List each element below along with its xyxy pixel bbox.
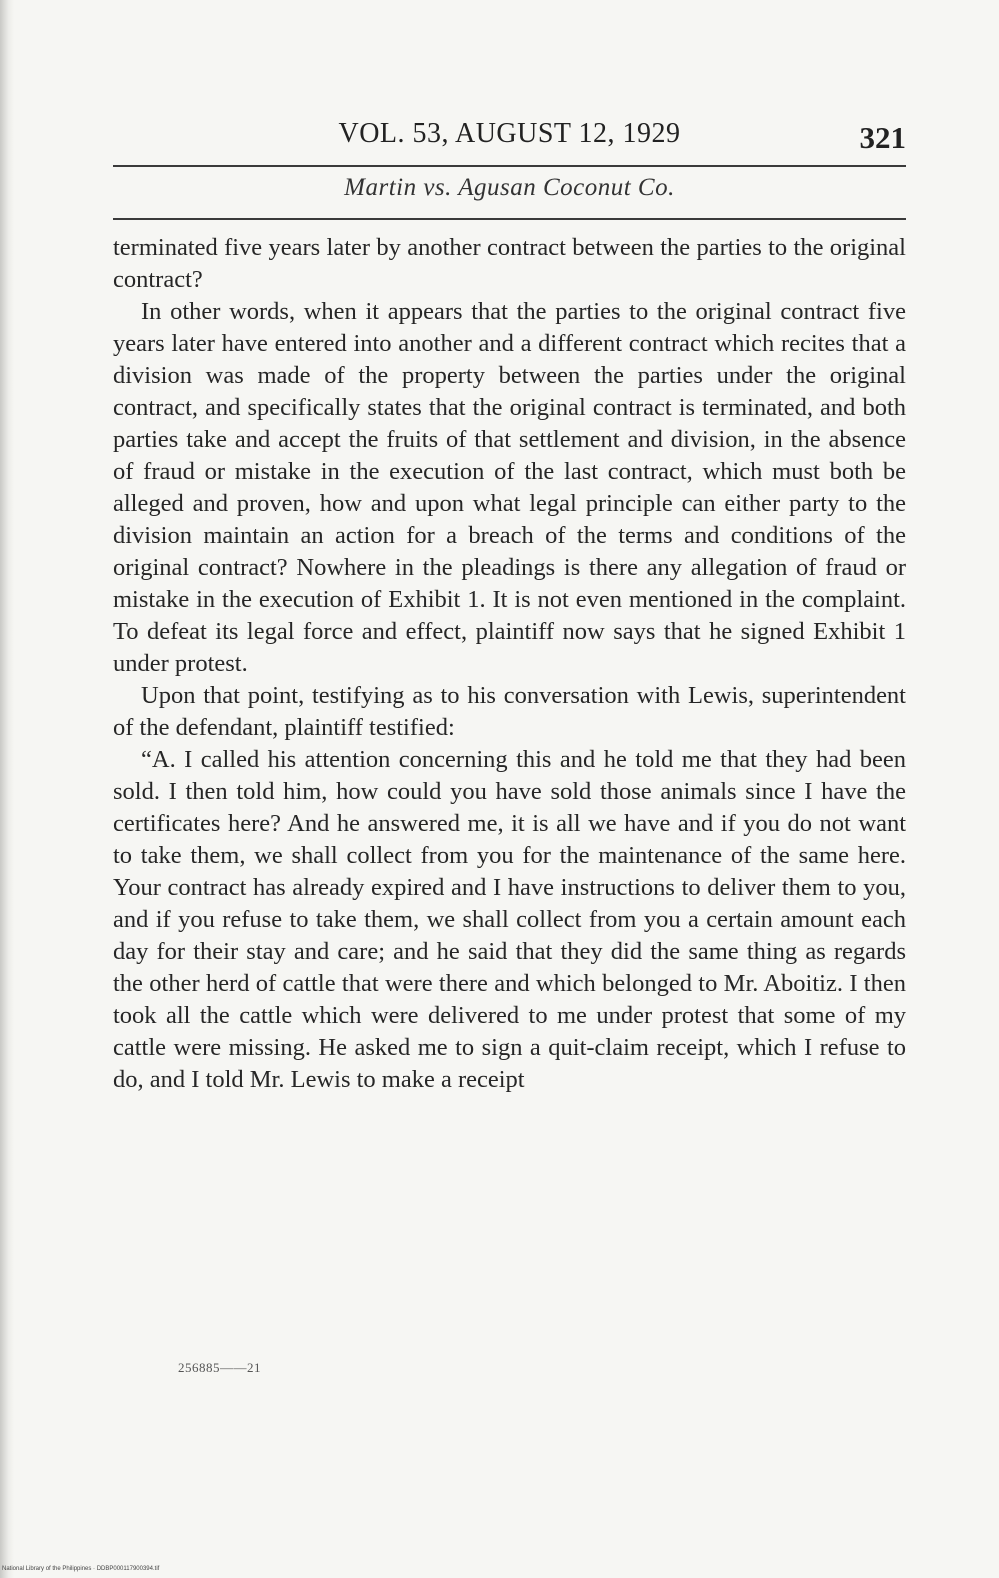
case-title: Martin vs. Agusan Coconut Co. — [344, 174, 675, 201]
header-rule-top — [113, 165, 906, 167]
body-text — [113, 232, 906, 1096]
paragraph-testimony: “A. I called his attention concerning this and he told me that they had been sold. I then told him, how could you have sold those animals since I have the certificates here? And he answered me, it is all we have and if you do not want to take them, we shall collect from you for the maintenance of the same here. Your contract has already expired and I have instructions to deliver them to you, and if you refuse to take them, we shall collect from you a certain amount each day for their stay and care; and he said that they did the same thing as regards the other herd of cattle that were there and which belonged to Mr. Aboitiz. I then took all the cattle which were delivered to me under protest that some of my cattle were missing. He asked me to sign a quit-claim receipt, which I refuse to do, and I told Mr. Lewis to make a receipt — [113, 746, 906, 1093]
paragraph: In other words, when it appears that the parties to the original contract five years later have entered into another and a different contract which recites that a division was made of the property between the parties under the original contract, and specifically states that the original contract is terminated, and both parties take and accept the fruits of that settlement and division, in the absence of fraud or mistake in the execution of the last contract, which must both be alleged and proven, how and upon what legal principle can either party to the division maintain an action for a breach of the terms and conditions of the original contract? Nowhere in the pleadings is there any allegation of fraud or mistake in the execution of Exhibit 1. It is not even mentioned in the complaint. To defeat its legal force and effect, plaintiff now says that he signed Exhibit 1 under protest. — [113, 298, 906, 677]
scan-credit: National Library of the Philippines · DDBP000117900394.tif — [2, 1566, 160, 1572]
page-edge-shadow — [0, 0, 14, 1578]
header-rule-bottom — [113, 218, 906, 220]
page-header — [113, 112, 906, 164]
paragraph: Upon that point, testifying as to his conversation with Lewis, superintendent of the defendant, plaintiff testified: — [113, 682, 906, 741]
paragraph-continuation: terminated five years later by another contract between the parties to the original contract? — [113, 234, 906, 293]
running-head: VOL. 53, AUGUST 12, 1929 — [338, 118, 681, 149]
printer-signature-mark: 256885——21 — [178, 1360, 261, 1375]
page-number: 321 — [859, 120, 906, 155]
